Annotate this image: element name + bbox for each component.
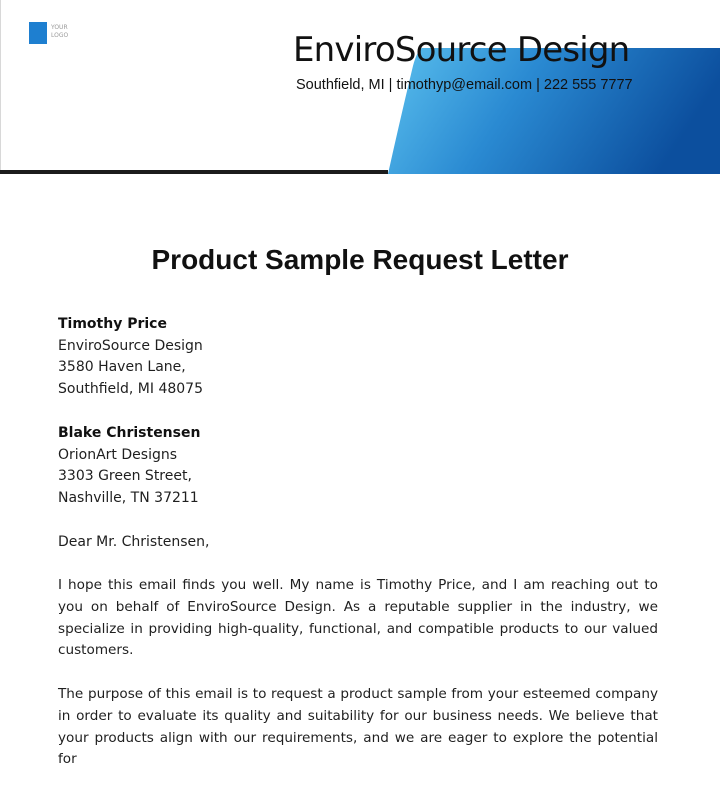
sender-address (58, 314, 658, 401)
sender-city: Southfield, MI 48075 (58, 381, 203, 398)
paragraph-intro: I hope this email finds you well. My name is Timothy Price, and I am reaching out to you on behalf of EnviroSource Design. As a reputable supplier in the industry, we specialize in providing high-quality, functional, and compatible products to our valued customers. (58, 577, 658, 659)
sender-company: EnviroSource Design (58, 337, 203, 354)
sender-name: Timothy Price (58, 316, 167, 332)
recipient-name: Blake Christensen (58, 424, 201, 441)
letter-body (58, 314, 658, 793)
recipient-city: Nashville, TN 37211 (58, 489, 199, 506)
letterhead (0, 0, 720, 174)
company-name: EnviroSource Design (293, 30, 630, 70)
header-left-border (0, 0, 1, 172)
logo-mark (29, 22, 47, 44)
paragraph-purpose: The purpose of this email is to request a product sample from your esteemed company in order to evaluate its quality and suitability for our business needs. We believe that your products align with our requirements, and we are eager to explore the potential for (58, 686, 658, 768)
sender-street: 3580 Haven Lane, (58, 359, 186, 376)
salutation: Dear Mr. Christensen, (58, 533, 210, 550)
recipient-address (58, 423, 658, 510)
document-title: Product Sample Request Letter (151, 244, 569, 275)
recipient-company: OrionArt Designs (58, 446, 178, 463)
company-contact-line: Southfield, MI | timothyp@email.com | 222 555 7777 (296, 77, 633, 93)
header-divider (0, 170, 388, 174)
logo-placeholder-text: YOUR LOGO (51, 24, 69, 39)
recipient-street: 3303 Green Street, (58, 468, 192, 485)
